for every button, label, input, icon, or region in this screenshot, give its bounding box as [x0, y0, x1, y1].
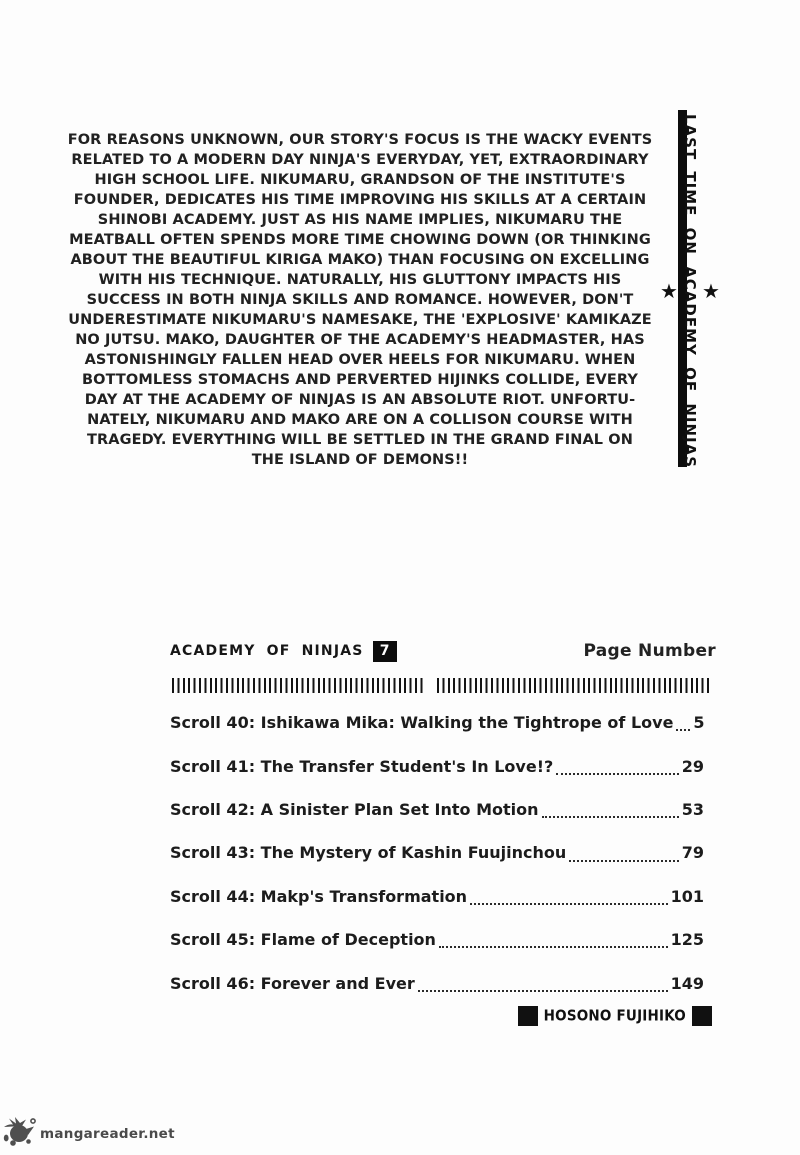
synopsis-line: SHINOBI ACADEMY. JUST AS HIS NAME IMPLIES, NIKUMARU THE: [97, 212, 623, 228]
page-number-label: Page Number: [583, 641, 716, 661]
volume-badge: 7: [373, 641, 397, 662]
sidebar-vertical-title: [657, 90, 723, 492]
black-square-icon: [518, 1006, 538, 1026]
synopsis-line: THE ISLAND OF DEMONS!!: [251, 452, 469, 468]
toc-row: [170, 918, 704, 961]
sidebar-title-text: LAST TIME ON ACADEMY OF NINJAS: [681, 114, 699, 468]
toc-row: [170, 744, 704, 787]
watermark: [3, 1116, 175, 1146]
toc-page-number: 5: [693, 713, 705, 733]
toc-row: [170, 831, 704, 874]
toc-chapter-title: Scroll 43: The Mystery of Kashin Fuujinchou: [170, 843, 567, 863]
toc-row: [170, 875, 704, 918]
toc-dot-leader: [439, 918, 668, 961]
synopsis-line: RELATED TO A MODERN DAY NINJA'S EVERYDAY, YET, EXTRAORDINARY: [71, 152, 649, 168]
toc-dot-leader: [470, 875, 668, 918]
toc-page-number: 53: [681, 799, 704, 819]
synopsis-line: ABOUT THE BEAUTIFUL KIRIGA MAKO) THAN FOCUSING ON EXCELLING: [70, 252, 650, 268]
toc-row: [170, 701, 704, 744]
synopsis-line: UNDERESTIMATE NIKUMARU'S NAMESAKE, THE 'EXPLOSIVE' KAMIKAZE: [68, 312, 652, 328]
toc-chapter-title: Scroll 41: The Transfer Student's In Love!?: [170, 756, 554, 776]
star-icon: ★: [699, 279, 723, 303]
barcode-divider-right: [437, 678, 711, 693]
toc-chapter-title: Scroll 42: A Sinister Plan Set Into Motion: [170, 799, 539, 819]
toc-chapter-title: Scroll 44: Makp's Transformation: [170, 886, 468, 906]
toc-dot-leader: [542, 788, 679, 831]
synopsis-line: NO JUTSU. MAKO, DAUGHTER OF THE ACADEMY'S HEADMASTER, HAS: [75, 332, 645, 348]
synopsis-line: ASTONISHINGLY FALLEN HEAD OVER HEELS FOR NIKUMARU. WHEN: [84, 352, 636, 368]
black-square-icon: [692, 1006, 712, 1026]
toc-header: [170, 638, 716, 664]
synopsis-line: SUCCESS IN BOTH NINJA SKILLS AND ROMANCE. HOWEVER, DON'T: [86, 292, 634, 308]
toc-page-number: 149: [670, 973, 704, 993]
mangareader-logo-icon: [3, 1116, 37, 1146]
toc-chapter-title: Scroll 40: Ishikawa Mika: Walking the Tightrope of Love: [170, 713, 674, 733]
toc-chapter-title: Scroll 45: Flame of Deception: [170, 930, 436, 950]
barcode-divider-left: [172, 678, 426, 693]
toc-page-number: 29: [681, 756, 704, 776]
toc-page-number: 79: [681, 843, 704, 863]
toc-dot-leader: [418, 961, 668, 1004]
synopsis-line: MEATBALL OFTEN SPENDS MORE TIME CHOWING DOWN (OR THINKING: [69, 232, 651, 248]
series-title: ACADEMY OF NINJAS: [170, 643, 364, 659]
toc-row: [170, 961, 704, 1004]
toc-page-number: 101: [670, 886, 704, 906]
synopsis-line: HIGH SCHOOL LIFE. NIKUMARU, GRANDSON OF THE INSTITUTE'S: [94, 172, 626, 188]
synopsis-line: WITH HIS TECHNIQUE. NATURALLY, HIS GLUTTONY IMPACTS HIS: [98, 272, 622, 288]
synopsis-paragraph: [40, 130, 680, 470]
synopsis-line: TRAGEDY. EVERYTHING WILL BE SETTLED IN THE GRAND FINAL ON: [87, 432, 633, 448]
toc-chapter-title: Scroll 46: Forever and Ever: [170, 973, 415, 993]
watermark-site-name: mangareader.net: [40, 1126, 175, 1142]
synopsis-line: NATELY, NIKUMARU AND MAKO ARE ON A COLLISON COURSE WITH: [87, 412, 633, 428]
author-credit: [518, 1006, 712, 1026]
synopsis-line: BOTTOMLESS STOMACHS AND PERVERTED HIJINKS COLLIDE, EVERY: [82, 372, 638, 388]
synopsis-line: DAY AT THE ACADEMY OF NINJAS IS AN ABSOLUTE RIOT. UNFORTU-: [84, 392, 636, 408]
author-name: HOSONO FUJIHIKO: [543, 1007, 686, 1025]
toc-dot-leader: [676, 701, 690, 744]
synopsis-line: FOR REASONS UNKNOWN, OUR STORY'S FOCUS IS THE WACKY EVENTS: [67, 132, 653, 148]
star-icon: ★: [657, 279, 681, 303]
toc-dot-leader: [569, 831, 678, 874]
toc-row: [170, 788, 704, 831]
toc-page-number: 125: [670, 930, 704, 950]
synopsis-line: FOUNDER, DEDICATES HIS TIME IMPROVING HIS SKILLS AT A CERTAIN: [73, 192, 647, 208]
table-of-contents: [170, 701, 704, 1005]
toc-dot-leader: [556, 744, 678, 787]
